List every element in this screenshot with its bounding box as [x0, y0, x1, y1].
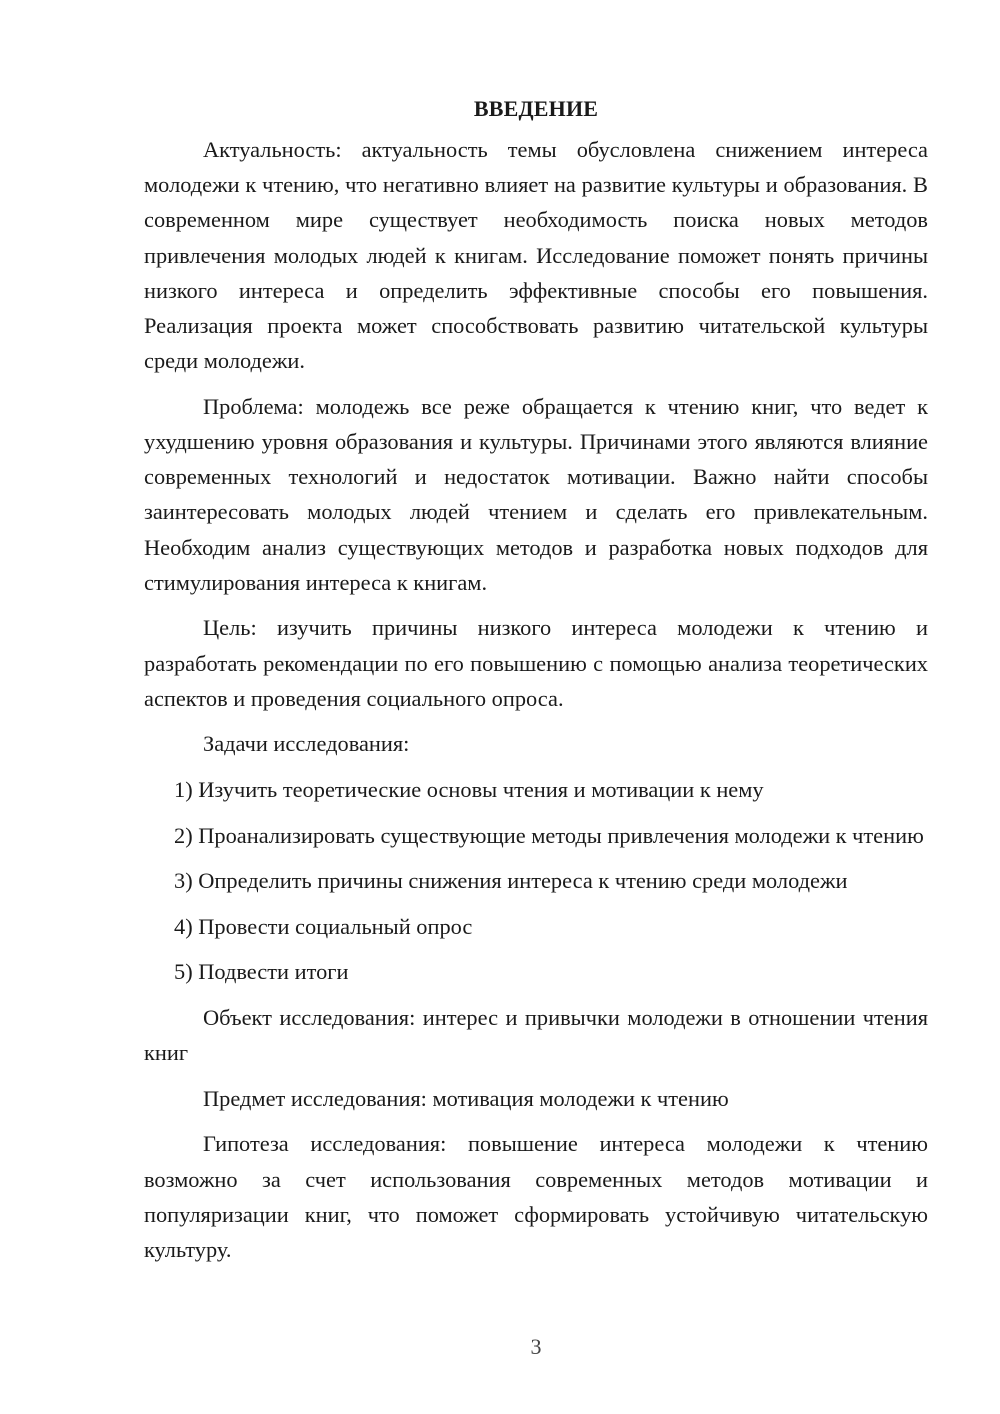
page-number: 3 — [530, 1334, 542, 1359]
tasks-list — [144, 772, 928, 990]
list-item: 5) Подвести итоги — [174, 959, 349, 985]
document-page — [144, 92, 928, 1278]
object-paragraph: Объект исследования: интерес и привычки молодежи в отношении чтения книг — [144, 1004, 928, 1066]
list-item: 3) Определить причины снижения интереса к чтению среди молодежи — [174, 868, 848, 894]
hypothesis-paragraph: Гипотеза исследования: повышение интереса молодежи к чтению возможно за счет использования современных методов мотивации и популяризации книг, что поможет сформировать устойчивую читательскую культуру. — [144, 1131, 928, 1262]
relevance-paragraph: Актуальность: актуальность темы обусловлена снижением интереса молодежи к чтению, что негативно влияет на развитие культуры и образования. В современном мире существует необходимость поиска новых методов привлечения молодых людей к книгам. Исследование поможет понять причины низкого интереса и определить эффективные способы его повышения. Реализация проекта может способствовать развитию читательской культуры среди молодежи. — [144, 137, 928, 374]
problem-paragraph: Проблема: молодежь все реже обращается к чтению книг, что ведет к ухудшению уровня образования и культуры. Причинами этого являются влияние современных технологий и недостаток мотивации. Важно найти способы заинтересовать молодых людей чтением и сделать его привлекательным. Необходим анализ существующих методов и разработка новых подходов для стимулирования интереса к книгам. — [144, 393, 928, 595]
goal-paragraph: Цель: изучить причины низкого интереса молодежи к чтению и разработать рекомендации по его повышению с помощью анализа теоретических аспектов и проведения социального опроса. — [144, 615, 928, 711]
list-item: 1) Изучить теоретические основы чтения и мотивации к нему — [174, 777, 764, 803]
list-item: 4) Провести социальный опрос — [174, 913, 473, 939]
list-item: 2) Проанализировать существующие методы привлечения молодежи к чтению — [174, 822, 924, 848]
page-title: ВВЕДЕНИЕ — [473, 96, 599, 121]
tasks-heading: Задачи исследования: — [203, 731, 410, 757]
subject-paragraph: Предмет исследования: мотивация молодежи к чтению — [203, 1085, 729, 1111]
